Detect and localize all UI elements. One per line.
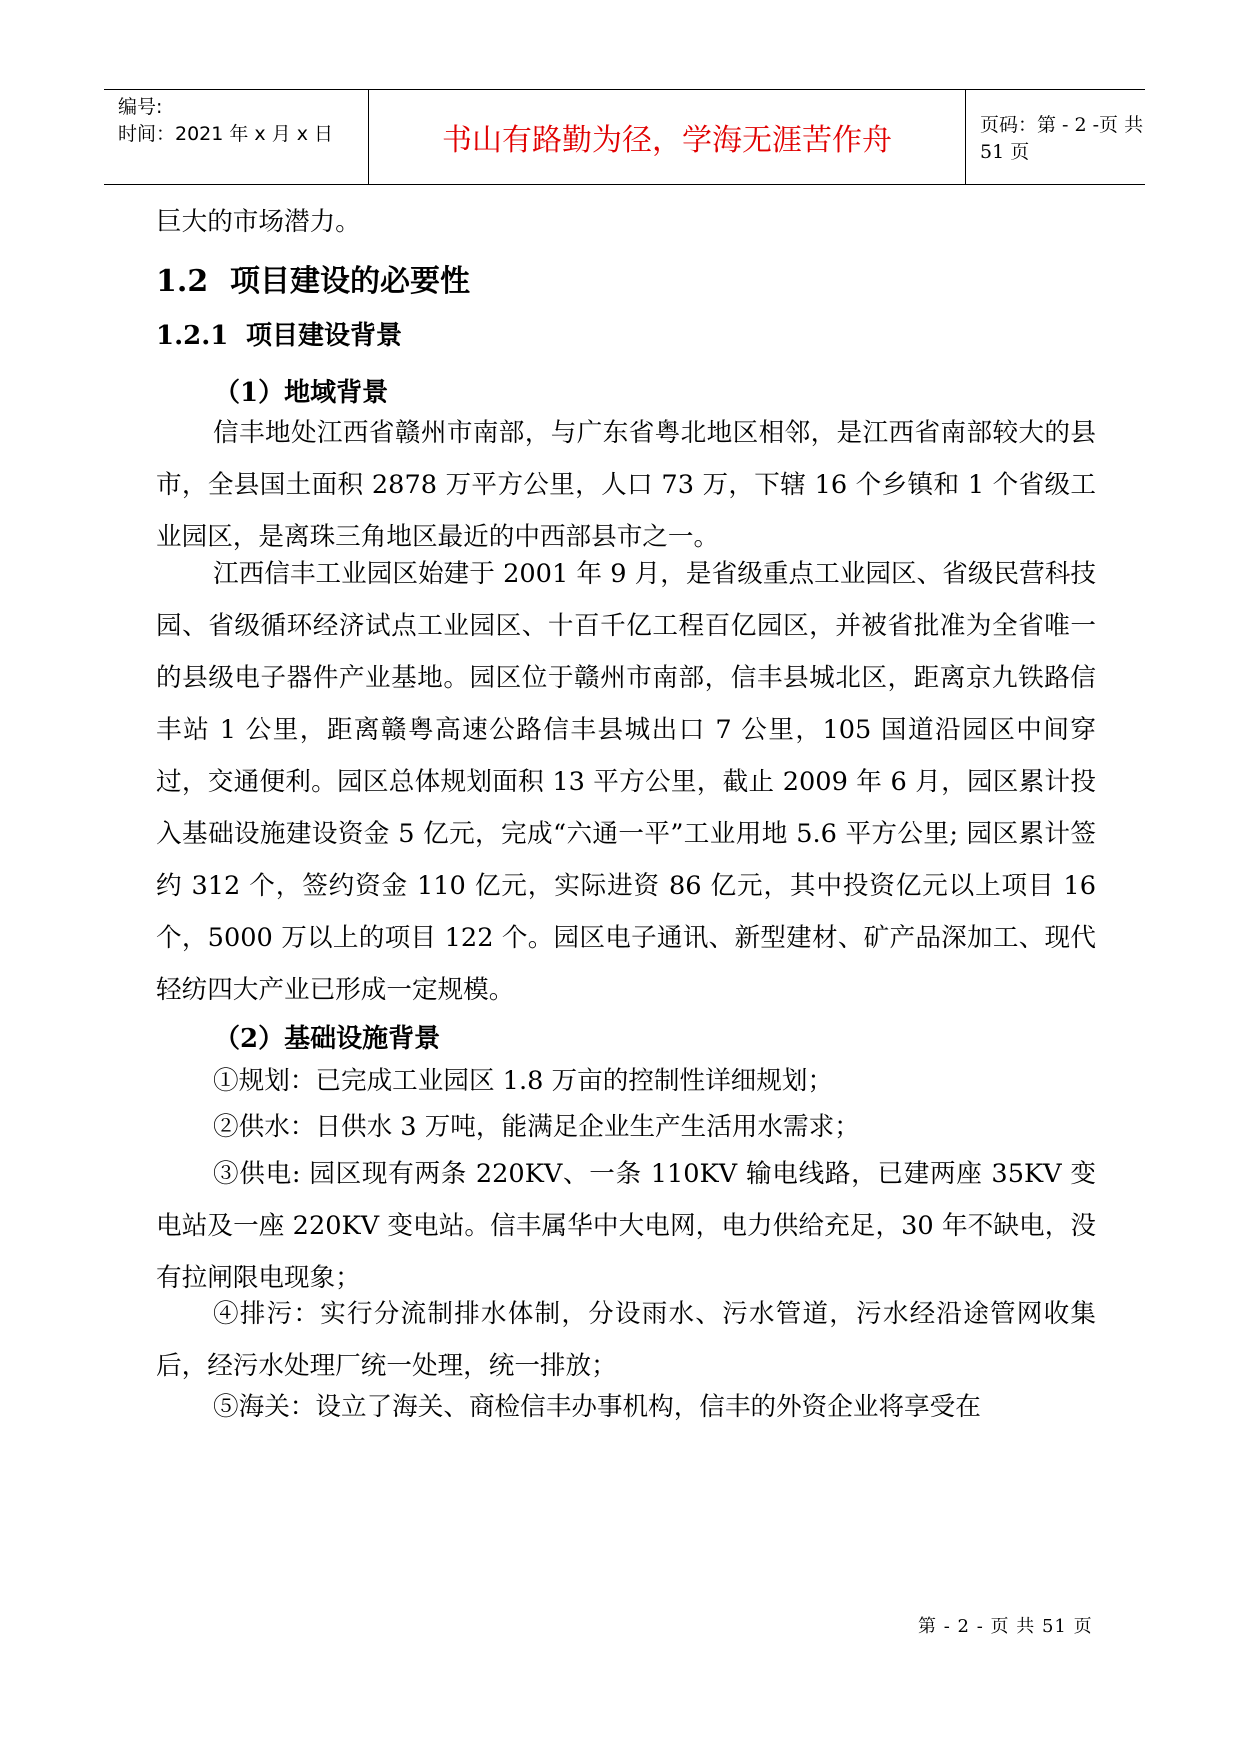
list-item-water-supply: ②供水：日供水 3 万吨，能满足企业生产生活用水需求； — [213, 1112, 860, 1142]
number-label: 编号: — [118, 96, 163, 118]
list-item-planning: ①规划：已完成工业园区 1.8 万亩的控制性详细规划； — [213, 1066, 834, 1096]
subsection-number: 1.2.1 — [156, 321, 229, 351]
header-motto: 书山有路勤为径，学海无涯苦作舟 — [369, 90, 966, 184]
paragraph-industrial-park: 江西信丰工业园区始建于 2001 年 9 月，是省级重点工业园区、省级民营科技园、省级循环经济试点工业园区、十百千亿工程百亿园区，并被省批准为全省唯一的县级电子器件产业基地。园区位于赣州市南部，信丰县城北区，距离京九铁路信丰站 1 公里，距离赣粤高速公路信丰县城出口 7 公里，105 国道沿园区中间穿过，交通便利。园区总体规划面积 13 平方公里，截止 2009 年 6 月，园区累计投入基础设施建设资金 5 亿元，完成“六通一平”工业用地 5.6 平方公里; 园区累计签约 312 个，签约资金 110 亿元，实际进资 86 亿元，其中投资亿元以上项目 16 个，5000 万以上的项目 122 个。园区电子通讯、新型建材、矿产品深加工、现代轻纺四大产业已形成一定规模。 — [156, 559, 1096, 1005]
document-header — [104, 89, 1145, 185]
section-title: 项目建设的必要性 — [230, 264, 470, 299]
header-meta-cell — [104, 90, 369, 184]
subsection-title: 项目建设背景 — [246, 321, 403, 351]
time-label: 时间：2021 年 x 月 x 日 — [118, 123, 334, 145]
page-footer: 第 - 2 - 页 共 51 页 — [918, 1616, 1093, 1637]
paragraph-regional: 信丰地处江西省赣州市南部，与广东省粤北地区相邻，是江西省南部较大的县市，全县国土面积 2878 万平方公里，人口 73 万，下辖 16 个乡镇和 1 个省级工业园区，是离珠三角地区最近的中西部县市之一。 — [156, 418, 1096, 552]
continued-text: 巨大的市场潜力。 — [156, 207, 361, 237]
list-item-sewage: ④排污：实行分流制排水体制，分设雨水、污水管道，污水经沿途管网收集后，经污水处理厂统一处理，统一排放； — [156, 1299, 1096, 1381]
list-item-customs: ⑤海关：设立了海关、商检信丰办事机构，信丰的外资企业将享受在 — [213, 1392, 981, 1422]
section-heading — [156, 256, 470, 300]
header-page-info: 页码：第 - 2 -页 共 51 页 — [980, 114, 1144, 163]
heading-infrastructure-background: （2）基础设施背景 — [214, 1024, 441, 1054]
list-item-power-supply: ③供电: 园区现有两条 220KV、一条 110KV 输电线路，已建两座 35KV 变电站及一座 220KV 变电站。信丰属华中大电网，电力供给充足，30 年不缺电，没有拉闸限电现象； — [156, 1159, 1096, 1293]
subsection-heading — [156, 315, 402, 352]
heading-regional-background: （1）地域背景 — [214, 378, 389, 408]
section-number: 1.2 — [156, 264, 209, 299]
